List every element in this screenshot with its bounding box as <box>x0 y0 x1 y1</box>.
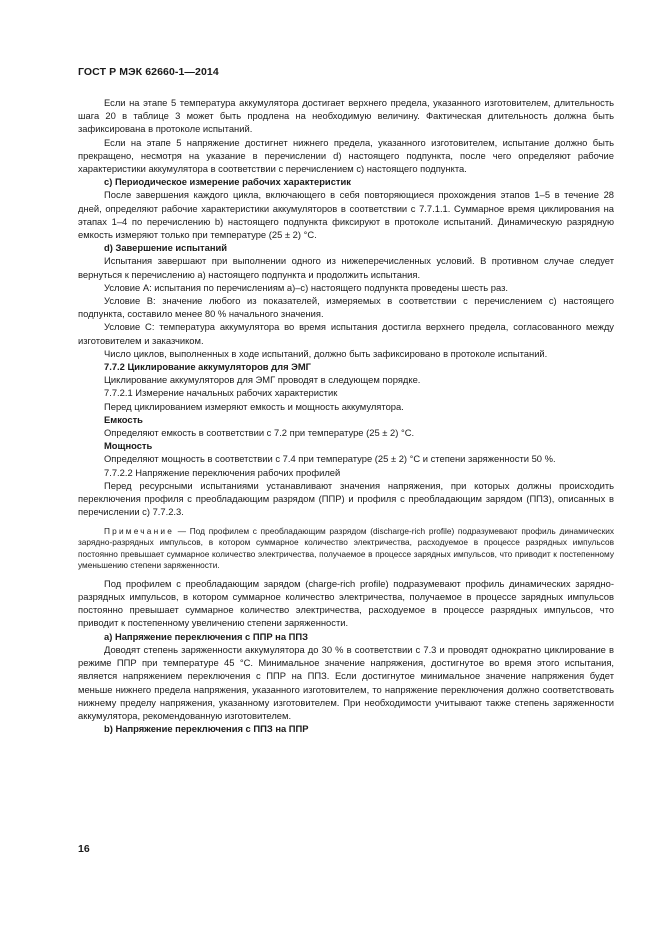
section-heading: d) Завершение испытаний <box>104 242 228 254</box>
body-paragraph: Число циклов, выполненных в ходе испытаний, должно быть зафиксировано в протоколе испытаний. <box>104 347 548 359</box>
body-paragraph: Доводят степень заряженности аккумулятора до 30 % в соответствии с 7.3 и проводят однократно циклирование в режиме ППР при температуре 45 °C. Минимальное значение напряжения, достигнутое во время этого испытания, является напряжением переключения с ППР на ППЗ. Если достигнутое минимальное значение напряжения будет меньше нижнего предела напряжения, указанного изготовителем, то напряжение переключения должно соответствовать нижнему пределу напряжения, указанному изготовителем. При необходимости учитывают также степень заряженности аккумулятора, рекомендованную изготовителем. <box>78 643 614 721</box>
document-header: ГОСТ Р МЭК 62660-1—2014 <box>78 66 219 78</box>
section-heading: a) Напряжение переключения с ППР на ППЗ <box>104 630 309 642</box>
page-number: 16 <box>78 843 90 855</box>
body-paragraph: 7.7.2.1 Измерение начальных рабочих характеристик <box>104 387 338 399</box>
body-paragraph: Циклирование аккумуляторов для ЭМГ проводят в следующем порядке. <box>104 374 421 386</box>
body-paragraph: Определяют мощность в соответствии с 7.4 при температуре (25 ± 2) °C и степени заряженности 50 %. <box>104 453 556 465</box>
section-heading: Мощность <box>104 440 153 452</box>
body-paragraph: Если на этапе 5 напряжение достигнет нижнего предела, указанного изготовителем, испытание должно быть прекращено, несмотря на указание в перечислении d) настоящего подпункта, после чего определяют рабочие характеристики аккумулятора в соответствии с перечислением c) настоящего подпункта. <box>78 136 614 175</box>
section-heading: 7.7.2 Циклирование аккумуляторов для ЭМГ <box>104 361 311 373</box>
body-paragraph: Условие В: значение любого из показателей, измеряемых в соответствии с перечислением c) настоящего подпункта, составило менее 80 % начального значения. <box>78 295 614 320</box>
section-heading: c) Периодическое измерение рабочих характеристик <box>104 176 351 188</box>
body-paragraph: Если на этапе 5 температура аккумулятора достигает верхнего предела, указанного изготовителем, длительность шага 20 в таблице 3 может быть продлена на необходимую величину. Фактическая длительность должна быть зафиксирована в протоколе испытаний. <box>78 97 614 135</box>
body-paragraph: Определяют емкость в соответствии с 7.2 при температуре (25 ± 2) °C. <box>104 427 415 439</box>
document-body <box>78 96 614 735</box>
section-heading: Емкость <box>104 413 143 425</box>
section-heading: b) Напряжение переключения с ППЗ на ППР <box>104 723 309 735</box>
body-paragraph: 7.7.2.2 Напряжение переключения рабочих профилей <box>104 466 341 478</box>
note-label: Примечание <box>104 525 175 536</box>
note-paragraph <box>78 526 614 572</box>
body-paragraph: После завершения каждого цикла, включающего в себя повторяющиеся прохождения этапов 1–5 в течение 28 дней, определяют рабочие характеристики аккумуляторов в соответствии с 7.7.1.1. Суммарное время циклирования на этапах 1–4 по перечислению b) настоящего подпункта фиксируют в протоколе испытаний. Динамическую разрядную емкость измеряют только при температуре (25 ± 2) °C. <box>78 189 614 241</box>
body-paragraph: Перед ресурсными испытаниями устанавливают значения напряжения, при которых должны происходить переключения профиля с преобладающим разрядом (ППР) и профиля с преобладающим зарядом (ППЗ), описанных в перечислении c) 7.7.2.3. <box>78 479 614 518</box>
note-text: — Под профилем с преобладающим разрядом (discharge-rich profile) подразумевают профиль динамических зарядно-разрядных импульсов, в котором суммарное количество электричества, расходуемое в процессе разрядных импульсов постоянно превышает суммарное количество электричества, получаемое в процессе зарядных импульсов, что приводит к постепенному уменьшению степени заряженности. <box>78 525 614 571</box>
body-paragraph: Испытания завершают при выполнении одного из нижеперечисленных условий. В противном случае следует вернуться к перечислению а) настоящего подпункта и продолжить испытания. <box>78 255 614 280</box>
body-paragraph: Условие А: испытания по перечислениям a)–c) настоящего подпункта проведены шесть раз. <box>104 281 508 293</box>
body-paragraph: Условие С: температура аккумулятора во время испытания достигла верхнего предела, согласованного между изготовителем и заказчиком. <box>78 321 614 346</box>
body-paragraph: Под профилем с преобладающим зарядом (charge-rich profile) подразумевают профиль динамических зарядно-разрядных импульсов, в котором суммарное количество электричества, получаемое в процессе зарядных импульсов постоянно превышает суммарное количество электричества, расходуемое в процессе разрядных импульсов, что приводит к постепенному увеличению степени заряженности. <box>78 577 614 629</box>
body-paragraph: Перед циклированием измеряют емкость и мощность аккумулятора. <box>104 400 404 412</box>
